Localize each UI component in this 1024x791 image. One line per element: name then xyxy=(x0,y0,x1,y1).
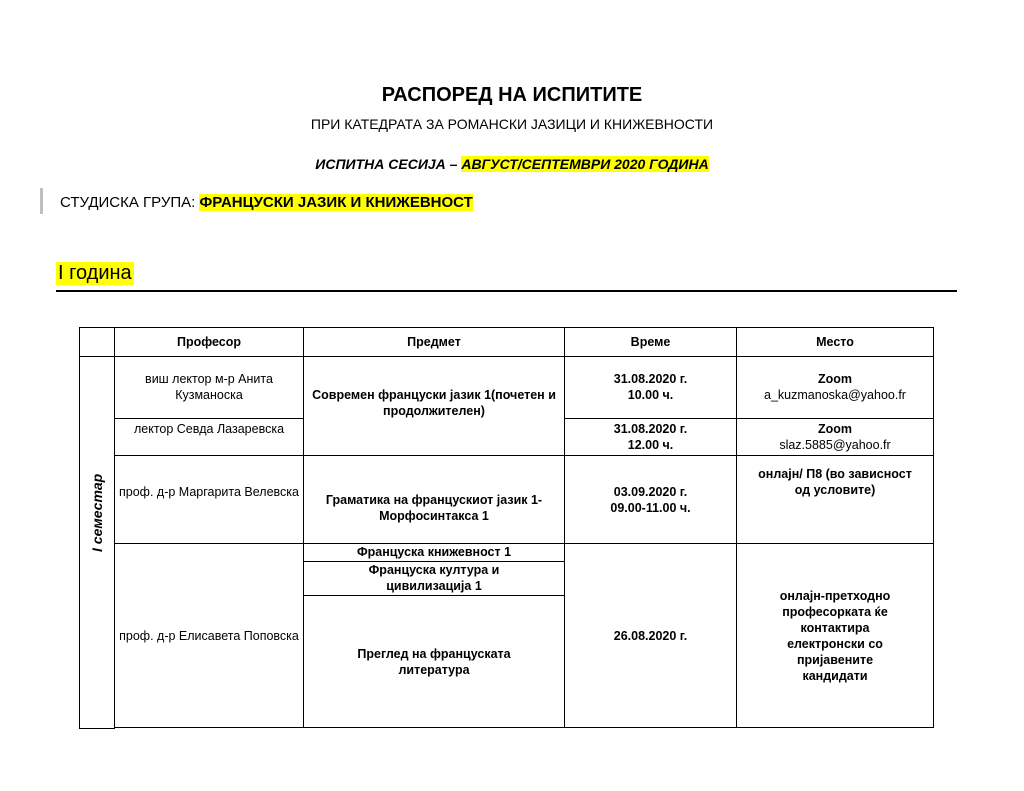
place-cell xyxy=(737,419,934,456)
semester-cell xyxy=(80,357,115,729)
professor-cell: проф. д-р Елисавета Поповска xyxy=(115,544,304,728)
subject-cell: Француска култура и цивилизација 1 xyxy=(304,562,565,596)
column-header-professor: Професор xyxy=(115,328,304,357)
table-row xyxy=(80,456,934,544)
page-title: РАСПОРЕД НА ИСПИТИТЕ xyxy=(381,84,643,106)
table-row xyxy=(80,357,934,419)
subject-cell: Граматика на францускиот јазик 1-Морфосинтакса 1 xyxy=(304,456,565,544)
department-subtitle: ПРИ КАТЕДРАТА ЗА РОМАНСКИ ЈАЗИЦИ И КНИЖЕВНОСТИ xyxy=(310,116,714,132)
time-cell xyxy=(565,456,737,544)
column-header-place: Место xyxy=(737,328,934,357)
time-hour: 09.00-11.00 ч. xyxy=(610,501,691,515)
place-main: Zoom xyxy=(817,422,853,436)
schedule-table xyxy=(79,327,934,729)
subject-cell: Француска книжевност 1 xyxy=(304,544,565,562)
professor-cell: лектор Севда Лазаревска xyxy=(115,419,304,456)
professor-cell: проф. д-р Маргарита Велевска xyxy=(115,456,304,544)
subject-cell: Современ француски јазик 1(почетен и продолжителен) xyxy=(304,357,565,456)
time-cell xyxy=(565,419,737,456)
time-hour: 10.00 ч. xyxy=(627,388,674,402)
exam-session xyxy=(0,156,1024,172)
table-row xyxy=(80,544,934,562)
time-hour: 12.00 ч. xyxy=(627,438,674,452)
time-cell: 26.08.2020 г. xyxy=(565,544,737,728)
header-empty-cell xyxy=(80,328,115,357)
time-cell xyxy=(565,357,737,419)
table-header-row xyxy=(80,328,934,357)
study-group xyxy=(60,194,473,211)
place-cell: онлајн/ П8 (во зависност од условите) xyxy=(737,456,934,544)
place-main: Zoom xyxy=(817,372,853,386)
semester-label: I семестар xyxy=(89,474,105,553)
column-header-subject: Предмет xyxy=(304,328,565,357)
year-heading: I година xyxy=(58,262,132,284)
time-date: 03.09.2020 г. xyxy=(613,485,688,499)
subject-cell: Преглед на француската литература xyxy=(304,596,565,728)
year-heading-rule xyxy=(56,290,957,292)
place-email: slaz.5885@yahoo.fr xyxy=(779,438,891,452)
session-prefix: ИСПИТНА СЕСИЈА – xyxy=(315,156,462,172)
place-email: a_kuzmanoska@yahoo.fr xyxy=(764,388,906,402)
study-group-value: ФРАНЦУСКИ ЈАЗИК И КНИЖЕВНОСТ xyxy=(199,194,473,211)
session-value: АВГУСТ/СЕПТЕМВРИ 2020 ГОДИНА xyxy=(461,156,709,172)
place-cell: онлајн-претходно професорката ќе контактира електронски со пријавените кандидати xyxy=(737,544,934,728)
time-date: 31.08.2020 г. xyxy=(613,422,688,436)
study-group-label: СТУДИСКА ГРУПА: xyxy=(60,194,200,211)
time-date: 31.08.2020 г. xyxy=(613,372,688,386)
place-cell xyxy=(737,357,934,419)
professor-cell: виш лектор м-р Анита Кузманоска xyxy=(115,357,304,419)
group-marker-line xyxy=(40,188,43,214)
column-header-time: Време xyxy=(565,328,737,357)
